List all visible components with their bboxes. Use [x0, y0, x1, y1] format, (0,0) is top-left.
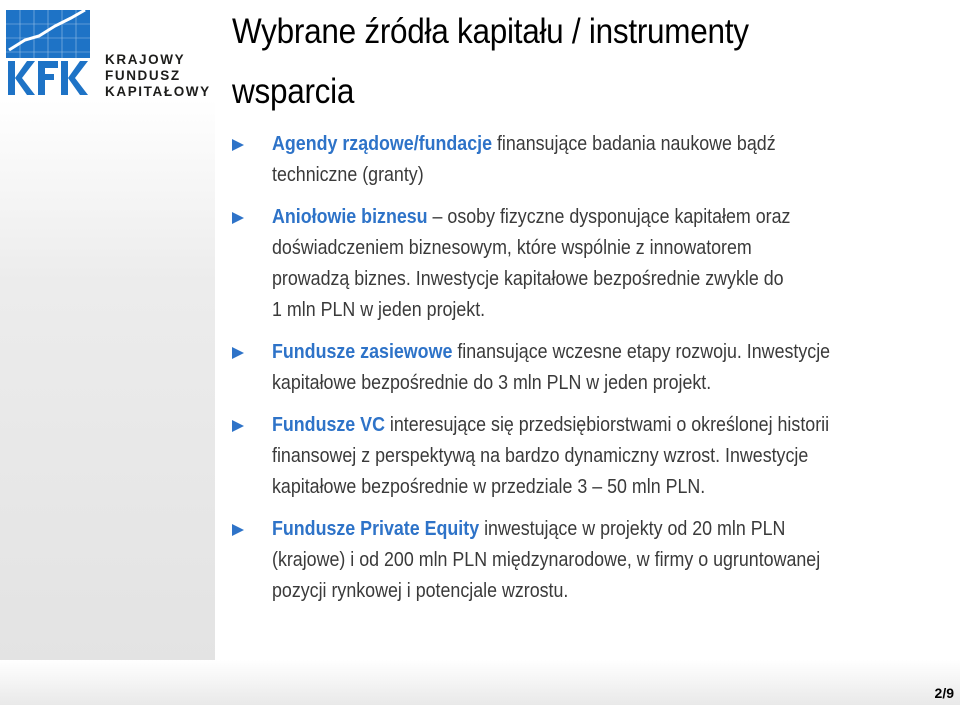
left-background-panel [0, 0, 215, 705]
triangle-right-icon [232, 420, 244, 432]
bullet-line: kapitałowe bezpośrednie do 3 mln PLN w jeden projekt. [272, 371, 712, 394]
logo-line-3: KAPITAŁOWY [105, 84, 211, 99]
bullet-item [232, 336, 942, 398]
triangle-right-icon [232, 347, 244, 359]
kfk-logo [5, 6, 210, 98]
page-title-line-1: Wybrane źródła kapitału / instrumenty [232, 12, 749, 51]
bullet-highlight: Agendy rządowe/fundacje [272, 132, 493, 155]
bullet-line: doświadczeniem biznesowym, które wspólnie z innowatorem [272, 236, 752, 259]
bullet-line: prowadzą biznes. Inwestycje kapitałowe bezpośrednie zwykle do [272, 267, 784, 290]
bullet-line: finansowej z perspektywą na bardzo dynamiczny wzrost. Inwestycje [272, 444, 809, 467]
kfk-logo-icon [5, 6, 105, 98]
bullet-list [232, 128, 942, 606]
bottom-background-strip [0, 660, 960, 705]
triangle-right-icon [232, 524, 244, 536]
bullet-highlight: Aniołowie biznesu [272, 205, 428, 228]
bullet-line: pozycji rynkowej i potencjale wzrostu. [272, 579, 569, 602]
bullet-text [272, 513, 933, 606]
logo-line-2: FUNDUSZ [105, 68, 181, 83]
bullet-item [232, 513, 942, 606]
bullet-line: – osoby fizyczne dysponujące kapitałem oraz [427, 205, 791, 228]
bullet-highlight: Fundusze zasiewowe [272, 340, 453, 363]
page-number: 2/9 [934, 685, 954, 701]
page-title [232, 2, 862, 122]
bullet-text [272, 336, 933, 398]
bullet-line: (krajowe) i od 200 mln PLN międzynarodowe, w firmy o ugruntowanej [272, 548, 821, 571]
bullet-line: inwestujące w projekty od 20 mln PLN [479, 517, 786, 540]
bullet-line: finansujące wczesne etapy rozwoju. Inwestycje [452, 340, 831, 363]
bullet-text [272, 409, 933, 502]
bullet-line: kapitałowe bezpośrednie w przedziale 3 – 50 mln PLN. [272, 475, 706, 498]
logo-line-1: KRAJOWY [105, 52, 186, 67]
logo-wordmark [105, 52, 211, 100]
bullet-line: finansujące badania naukowe bądź [492, 132, 776, 155]
bullet-text [272, 201, 933, 325]
bullet-item [232, 201, 942, 325]
bullet-line: techniczne (granty) [272, 163, 424, 186]
bullet-item [232, 409, 942, 502]
bullet-highlight: Fundusze VC [272, 413, 385, 436]
bullet-highlight: Fundusze Private Equity [272, 517, 480, 540]
bullet-item [232, 128, 942, 190]
bullet-text [272, 128, 933, 190]
bullet-line: interesujące się przedsiębiorstwami o określonej historii [384, 413, 830, 436]
triangle-right-icon [232, 139, 244, 151]
bullet-line: 1 mln PLN w jeden projekt. [272, 298, 486, 321]
triangle-right-icon [232, 212, 244, 224]
page-title-line-2: wsparcia [232, 72, 355, 111]
